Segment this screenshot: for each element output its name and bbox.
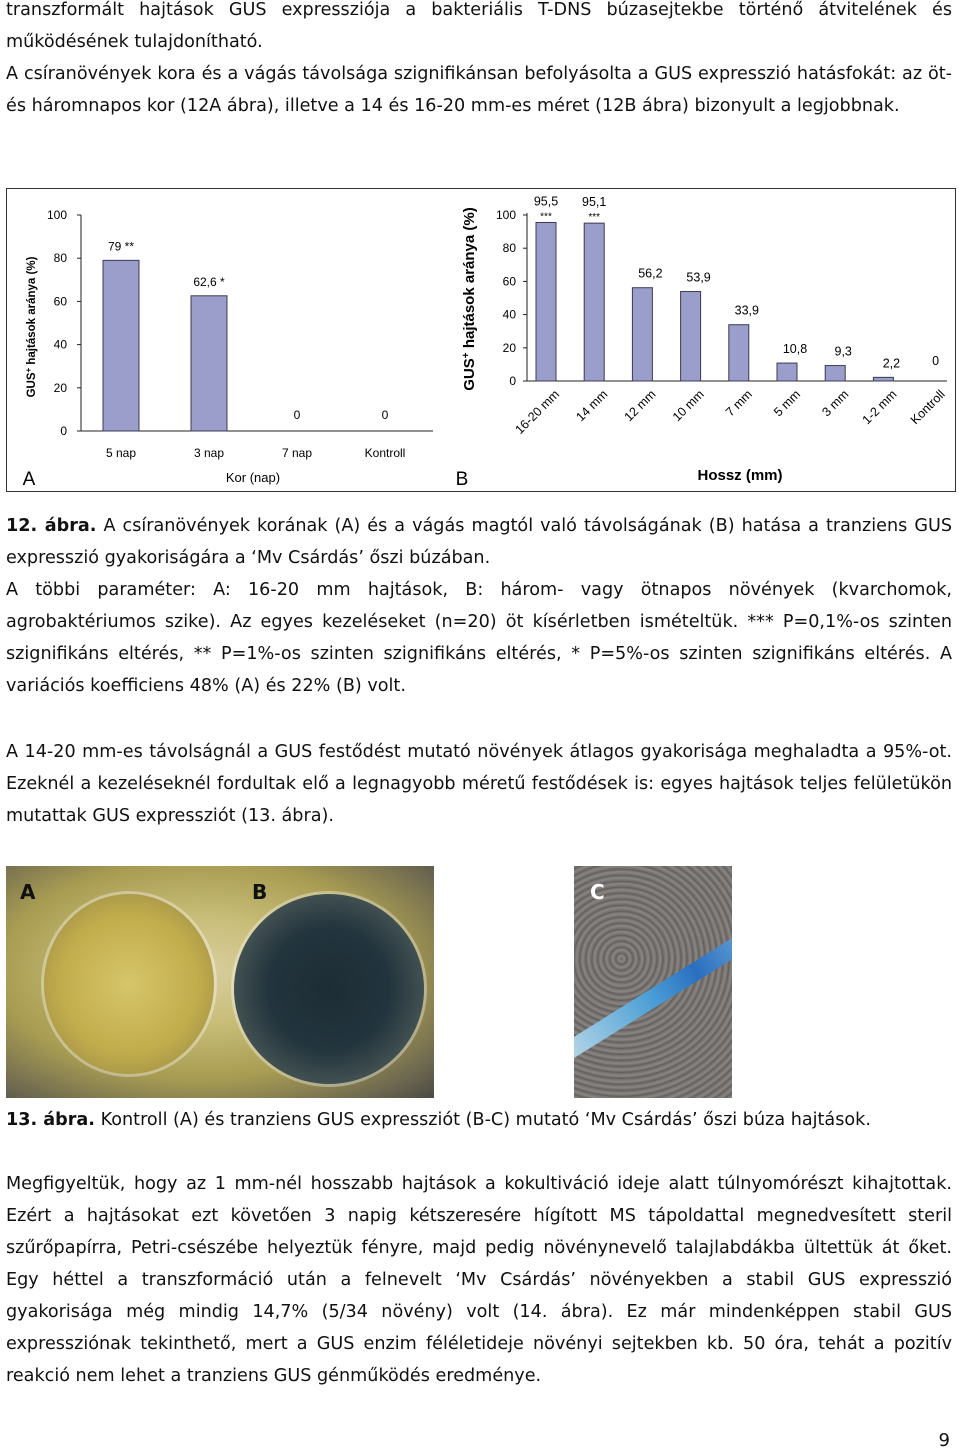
chart-b-bar: [632, 288, 652, 381]
chart-a-ytick-label: 60: [53, 294, 67, 309]
chart-a-bar: [191, 296, 227, 431]
chart-a-data-label: 79 **: [107, 239, 135, 254]
chart-a-category-label: 3 nap: [193, 446, 225, 460]
chart-a-ylabel: GUS+ hajtások aránya (%): [24, 256, 38, 398]
chart-b-significance-label: ***: [588, 212, 601, 224]
chart-b: [456, 194, 948, 490]
chart-b-panel-label: B: [455, 469, 469, 490]
chart-a-data-label: 0: [381, 408, 389, 422]
chart-b-ytick-label: 100: [495, 208, 516, 222]
chart-b-category-label: 12 mm: [621, 387, 659, 425]
chart-a-ytick-label: 0: [60, 424, 67, 438]
chart-b-category-label: 1-2 mm: [859, 387, 900, 428]
chart-b-ytick-label: 60: [502, 274, 516, 289]
photo-a-well-yellow: [44, 894, 214, 1074]
chart-b-bar: [825, 366, 845, 381]
chart-b-data-label: 10,8: [782, 342, 808, 357]
chart-b-ylabel: GUS+ hajtások aránya (%): [461, 207, 478, 391]
chart-b-data-label: 53,9: [686, 270, 711, 285]
intro-paragraph-1: transzformált hajtások GUS expressziója a bakteriális T-DNS búzasejtekbe történő átvitelének és működésének tulajdonítható.: [6, 0, 952, 52]
photo-label-b: B: [252, 880, 268, 904]
photo-c-shoot: [574, 866, 732, 1098]
chart-b-data-label: 56,2: [638, 266, 663, 281]
chart-b-data-label: 33,9: [734, 303, 759, 318]
chart-a-ytick-label: 80: [53, 251, 67, 266]
chart-a-category-label: Kontroll: [364, 446, 406, 460]
chart-b-category-label: 10 mm: [669, 387, 707, 425]
figure-12-caption-label: 12. ábra.: [6, 516, 97, 536]
chart-a-panel-label: A: [22, 469, 36, 490]
chart-a-category-label: 7 nap: [281, 446, 313, 460]
chart-b-bar: [729, 325, 749, 381]
chart-b-bar: [536, 222, 556, 381]
figure-12-caption: [6, 510, 952, 574]
chart-b-bar: [777, 363, 797, 381]
chart-b-data-label: 95,5: [533, 194, 559, 209]
chart-a-ytick-label: 20: [53, 380, 67, 395]
chart-b-ytick-label: 0: [509, 374, 516, 388]
chart-b-bar: [873, 377, 893, 381]
chart-b-category-label: 14 mm: [573, 387, 611, 425]
paragraph-after-figure-12: A 14-20 mm-es távolságnál a GUS festődést mutató növények átlagos gyakorisága meghaladta a 95%-ot. Ezeknél a kezeléseknél fordultak elő a legnagyobb méretű festődések is: egyes hajtások teljes felületükön mutattak GUS expressziót (13. ábra).: [6, 742, 952, 826]
chart-b-bar: [584, 223, 604, 381]
chart-a-ytick-label: 100: [46, 208, 67, 222]
chart-b-category-label: 7 mm: [722, 387, 755, 420]
photo-b-well-blue: [234, 894, 424, 1084]
photo-label-c: C: [590, 880, 605, 904]
figure-12-note: A többi paraméter: A: 16-20 mm hajtások, B: három- vagy ötnapos növények (kvarchomok, agrobaktériumos szike). Az egyes kezeléseket (n=20) öt kísérletben ismételtük. *** P=0,1%-os szinten szignifikáns eltérés, ** P=1%-os szinten szignifikáns eltérés, * P=5%-os szinten szignifikáns eltérés. A variációs koefficiens 48% (A) és 22% (B) volt.: [6, 580, 952, 696]
chart-b-data-label: 0: [932, 354, 940, 368]
figure-13-caption-text: Kontroll (A) és tranziens GUS expressziót (B-C) mutató ‘Mv Csárdás’ őszi búza hajtások.: [95, 1110, 871, 1130]
chart-b-xlabel: Hossz (mm): [697, 467, 783, 484]
chart-b-category-label: 5 mm: [771, 387, 804, 420]
chart-b-ytick-label: 80: [502, 241, 516, 256]
page-number: 9: [938, 1430, 950, 1451]
chart-b-bar: [681, 292, 701, 381]
chart-a-xlabel: Kor (nap): [225, 470, 281, 485]
figure-12-charts: [7, 189, 955, 491]
chart-a-ytick-label: 40: [53, 337, 67, 352]
chart-b-ytick-label: 20: [502, 340, 516, 355]
chart-b-ytick-label: 40: [502, 307, 516, 322]
chart-b-data-label: 2,2: [882, 356, 901, 371]
photo-a-control-dish: [6, 866, 434, 1098]
chart-a-data-label: 62,6 *: [193, 274, 225, 289]
figure-12-caption-text: A csíranövények korának (A) és a vágás magtól való távolságának (B) hatása a tranziens GUS expresszió gyakoriságára a ‘Mv Csárdás’ őszi búzában.: [6, 516, 952, 568]
chart-a: [23, 208, 433, 490]
chart-a-bar: [103, 260, 139, 431]
chart-b-category-label: 3 mm: [819, 387, 852, 420]
photo-label-a: A: [20, 880, 36, 904]
figure-12: [6, 188, 956, 492]
figure-13-caption: [6, 1104, 952, 1136]
figure-13-caption-label: 13. ábra.: [6, 1110, 95, 1130]
final-paragraph: Megfigyeltük, hogy az 1 mm-nél hosszabb hajtások a kokultiváció ideje alatt túlnyomórészt kihajtottak. Ezért a hajtásokat ezt követően 3 napig kétszeresére hígított MS tápoldattal megnedvesített steril szűrőpapírra, Petri-csészébe helyeztük fényre, majd pedig növénynevelő talajlabdákba ültettük át őket. Egy héttel a transzformáció után a felnevelt ‘Mv Csárdás’ növényekben a stabil GUS expresszió gyakorisága még mindig 14,7% (5/34 növény) volt (14. ábra). Ez már mindenképpen stabil GUS expressziónak tekinthető, mert a GUS enzim féléletideje növényi sejtekben kb. 50 óra, tehát a pozitív reakció nem lehet a tranziens GUS génműködés eredménye.: [6, 1174, 952, 1386]
chart-b-data-label: 95,1: [582, 195, 607, 210]
chart-b-significance-label: ***: [540, 211, 552, 223]
chart-a-category-label: 5 nap: [105, 446, 137, 460]
chart-a-data-label: 0: [293, 408, 301, 422]
chart-b-category-label: 16-20 mm: [512, 387, 563, 437]
chart-b-data-label: 9,3: [834, 344, 852, 359]
chart-b-category-label: Kontroll: [907, 387, 948, 428]
intro-paragraph-2: A csíranövények kora és a vágás távolsága szignifikánsan befolyásolta a GUS expresszió hatásfokát: az öt- és háromnapos kor (12A ábra), illetve a 14 és 16-20 mm-es méret (12B ábra) bizonyult a legjobbnak.: [6, 64, 952, 116]
photo-c-blue-shoot: [574, 908, 732, 1061]
